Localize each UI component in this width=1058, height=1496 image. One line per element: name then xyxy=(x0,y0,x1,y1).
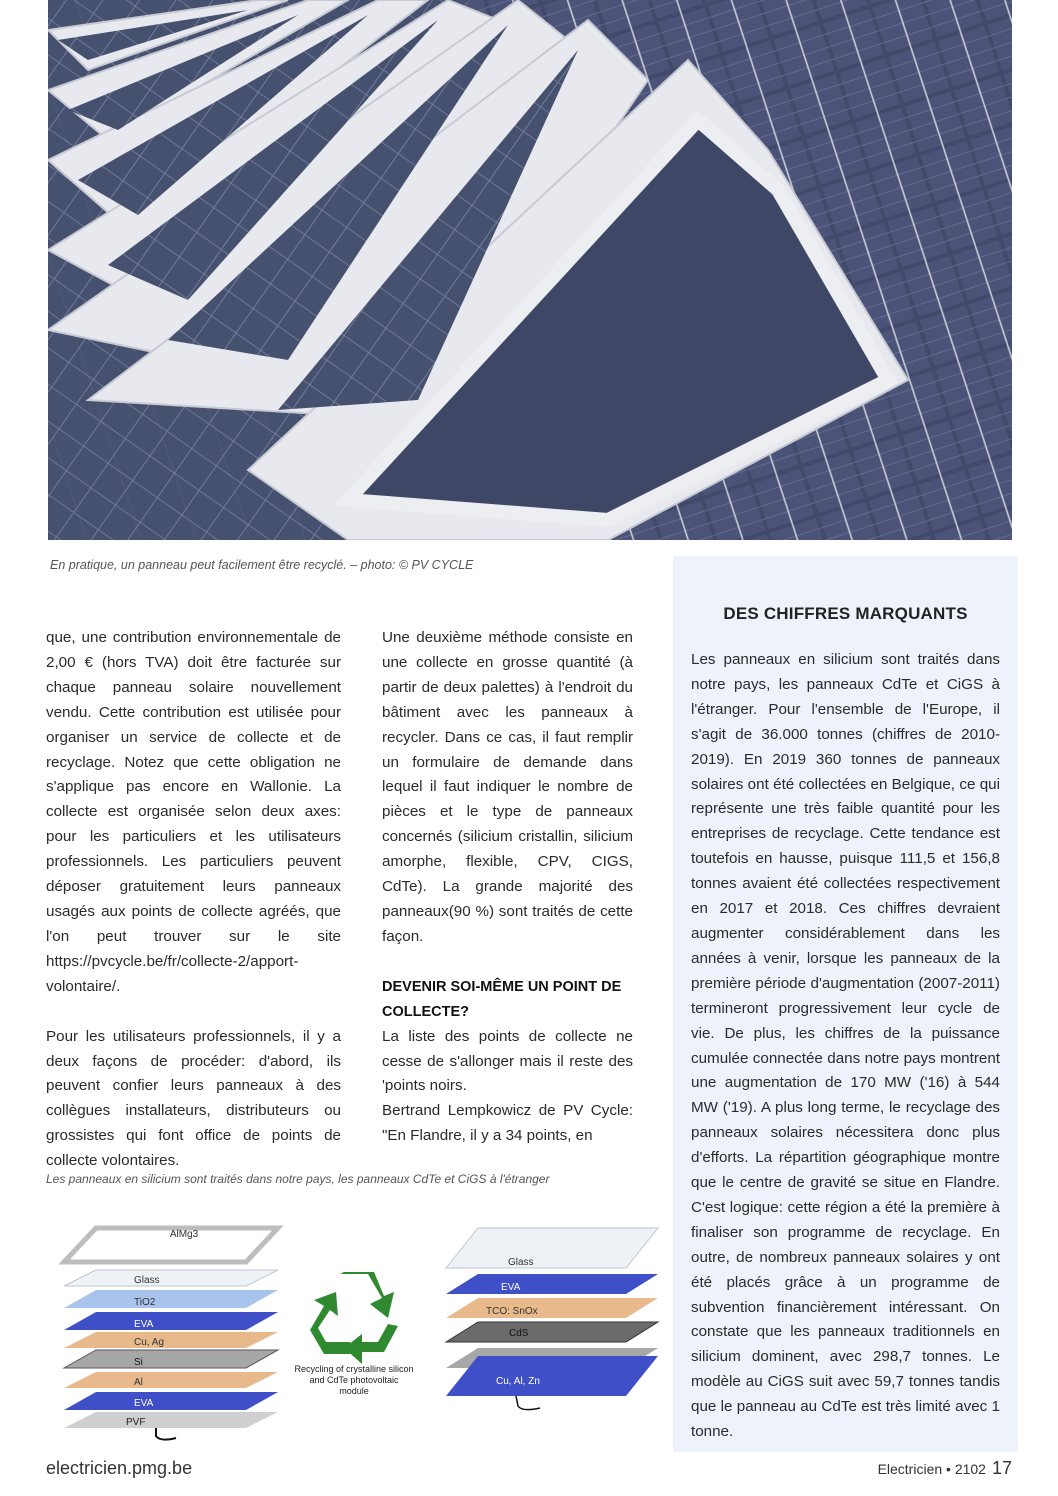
layer-tio2 xyxy=(64,1290,278,1308)
layer-label: EVA xyxy=(501,1282,521,1293)
cdte-stack xyxy=(446,1228,658,1410)
layers-svg xyxy=(46,1200,666,1450)
layer-tco xyxy=(446,1298,658,1318)
magazine-issue: Electricien • 2102 xyxy=(877,1461,986,1477)
layer-cu-al-zn xyxy=(446,1356,658,1396)
layer-label: TiO2 xyxy=(134,1297,156,1308)
website-link[interactable]: electricien.pmg.be xyxy=(46,1458,193,1478)
photo-caption: En pratique, un panneau peut facilement être recyclé. – photo: © PV CYCLE xyxy=(50,558,474,572)
layer-glass xyxy=(64,1270,278,1286)
sidebar-title: DES CHIFFRES MARQUANTS xyxy=(723,604,968,623)
layer-label: Glass xyxy=(508,1257,534,1268)
paragraph: Bertrand Lempkowicz de PV Cycle: "En Flandre, il y a 34 points, en xyxy=(382,1102,633,1145)
solar-panel-illustration xyxy=(48,0,1012,540)
layer-label: AlMg3 xyxy=(169,1229,199,1240)
section-heading: DEVENIR SOI-MÊME UN POINT DE COLLECTE? xyxy=(382,978,622,1020)
solar-panel-photo xyxy=(48,0,1012,540)
layer-eva xyxy=(446,1274,658,1294)
paragraph: Pour les utilisateurs professionnels, il y a deux façons de procéder: d'abord, ils peuvent confier leurs panneaux à des collègues installateurs, distributeurs ou grossistes qui font office de points de collecte volontaires. xyxy=(46,1027,341,1170)
layer-label: Glass xyxy=(134,1275,160,1286)
sidebar-body: Les panneaux en silicium sont traités dans notre pays, les panneaux CdTe et CiGS à l'étranger. Pour l'ensemble de l'Europe, il s'agit de 36.000 tonnes (chiffres de 2010-2019). En 2019 360 tonnes de panneaux solaires ont été collectées en Belgique, ce qui représente une très faible quantité pour les entreprises de recyclage. Cette tendance est toutefois en hausse, puisque 111,5 et 156,8 tonnes avaient été collectées respectivement en 2017 et 2018. Ces chiffres devraient augmenter considérablement dans les années à venir, lorsque les panneaux de la première période d'augmentation (2007-2011) termineront progressivement leur cycle de vie. De plus, les chiffres de la puissance cumulée connectée dans notre pays montrent une augmentation de 170 MW ('16) à 544 MW ('19). A plus long terme, le recyclage des panneaux solaires nécessitera donc plus d'efforts. La répartition géographique montre que le centre de gravité se situe en Flandre. C'est logique: cette région a été la première à finaliser son programme de recyclage. En outre, de nombreux panneaux solaires y ont été placés grâce à un programme de subvention financièrement intéressant. On constate que les panneaux traditionnels en silicium dominent, avec 298,7 tonnes. Le modèle au CiGS suit avec 59,7 tonnes tandis que le panneau au CdTe est très limité avec 1 tonne. xyxy=(691,651,1000,1441)
layer-eva xyxy=(64,1312,278,1330)
layer-glass xyxy=(446,1228,658,1268)
paragraph: que, une contribution environnementale de 2,00 € (hors TVA) doit être facturée sur chaque panneau solaire nouvellement vendu. Cette contribution est utilisée pour organiser un service de collecte et de recyclage. Notez que cette obligation ne s'applique pas encore en Wallonie. La collecte est organisée selon deux axes: pour les particuliers et les utilisateurs professionnels. Les particuliers peuvent déposer gratuitement leurs panneaux usagés aux points de collecte agréés, que l'on peut trouver sur le site https://pvcycle.be/fr/collecte-2/apport-volontaire/. xyxy=(46,629,341,995)
layer-cds xyxy=(446,1322,658,1342)
crystalline-stack xyxy=(64,1228,278,1440)
figure-caption: Les panneaux en silicium sont traités dans notre pays, les panneaux CdTe et CiGS à l'étranger xyxy=(46,1172,550,1186)
layer-label: Cu, Al, Zn xyxy=(496,1376,540,1387)
key-figures-sidebar xyxy=(673,556,1018,1452)
article-column-1 xyxy=(46,626,341,1174)
center-label: Recycling of crystalline silicon and CdTe photovoltaic module xyxy=(294,1364,414,1396)
layer-label: Al xyxy=(134,1377,143,1388)
layer-al xyxy=(64,1372,278,1388)
layer-eva xyxy=(64,1392,278,1410)
layer-label: EVA xyxy=(134,1319,154,1330)
layer-cu-ag xyxy=(64,1332,278,1348)
center-label-box xyxy=(294,1364,414,1414)
layer-label: Si xyxy=(134,1357,143,1368)
layer-label: TCO: SnOx xyxy=(486,1306,538,1317)
layer-label: Cu, Ag xyxy=(134,1337,165,1348)
paragraph: La liste des points de collecte ne cesse de s'allonger mais il reste des 'points noirs. xyxy=(382,1027,633,1095)
paragraph: Une deuxième méthode consiste en une collecte en grosse quantité (à partir de deux palettes) à l'endroit du bâtiment avec les panneaux à recycler. Dans ce cas, il faut remplir un formulaire de demande dans lequel il faut indiquer le nombre de pièces et le type de panneaux concernés (silicium cristallin, silicium amorphe, flexible, CPV, CIGS, CdTe). La grande majorité des panneaux(90 %) sont traités de cette façon. xyxy=(382,629,633,945)
page-footer xyxy=(878,1458,1012,1479)
page-number: 17 xyxy=(991,1458,1012,1478)
pv-module-layers-diagram xyxy=(46,1200,666,1450)
layer-label: CdS xyxy=(509,1328,529,1339)
layer-si xyxy=(64,1350,278,1368)
layer-pvf xyxy=(64,1412,278,1428)
recycle-icon xyxy=(310,1272,398,1364)
layer-label: PVF xyxy=(126,1417,146,1428)
article-column-2 xyxy=(382,626,633,1149)
layer-almg3 xyxy=(64,1228,278,1262)
layer-label: EVA xyxy=(134,1398,154,1409)
